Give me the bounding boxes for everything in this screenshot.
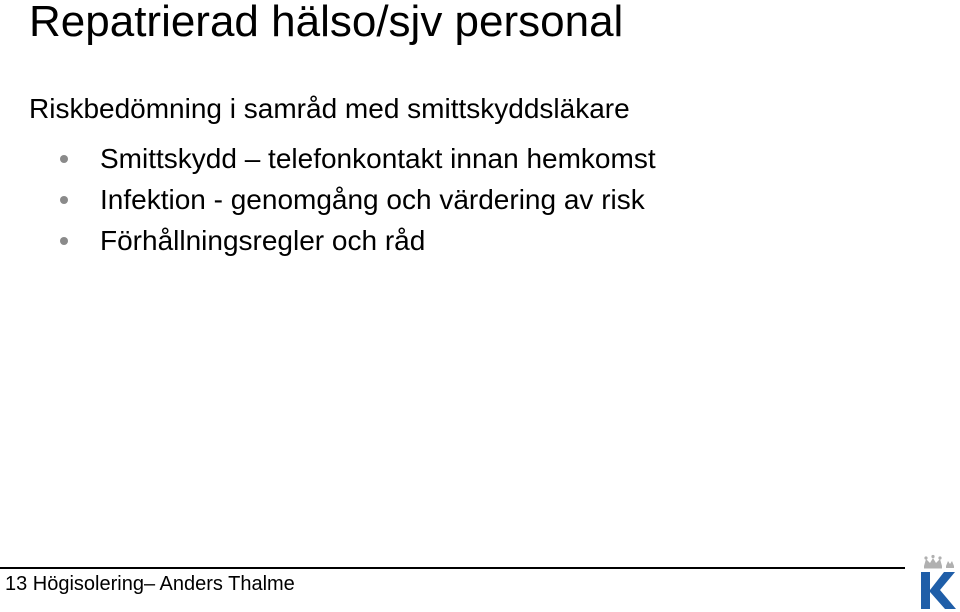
slide-title: Repatrierad hälso/sjv personal [29, 0, 624, 46]
crown-icon [924, 555, 954, 569]
k-letter-icon [921, 572, 956, 609]
slide-subheading: Riskbedömning i samråd med smittskyddsläkare [29, 93, 630, 124]
bullet-text: Infektion - genomgång och värdering av risk [100, 184, 645, 215]
bullet-text: Förhållningsregler och råd [100, 225, 426, 256]
karolinska-k-logo-icon [915, 552, 957, 610]
bullet-dot-icon [60, 196, 68, 204]
bullet-dot-icon [60, 237, 68, 245]
bullet-text: Smittskydd – telefonkontakt innan hemkomst [100, 143, 656, 174]
bullet-dot-icon [60, 155, 68, 163]
footer-divider [0, 567, 905, 569]
footer-text: 13 Högisolering– Anders Thalme [5, 573, 295, 595]
